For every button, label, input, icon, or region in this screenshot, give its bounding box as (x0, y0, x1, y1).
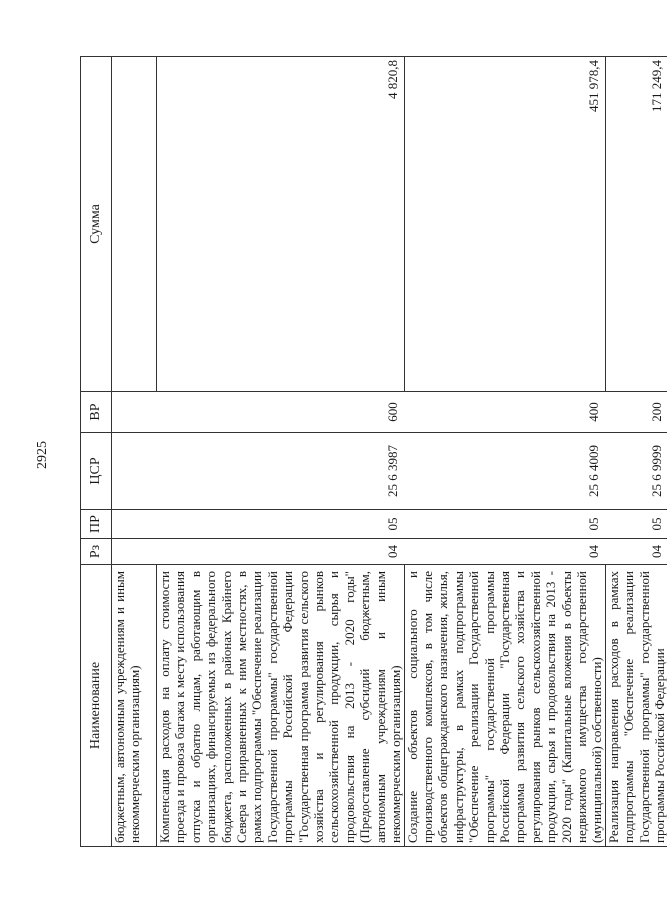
row-vr: 600 (157, 392, 405, 433)
table-row (605, 57, 667, 847)
header-pr: ПР (81, 510, 112, 539)
row-name: Создание объектов социального и производственного комплексов, в том числе объектов общегражданского назначения, жилья, инфраструктуры, в рамках подпрограммы "Обеспечение реализации Государственной программы" государственной программы Российской Федерации "Государственная программа развития сельского хозяйства и регулирования рынков сельскохозяйственной продукции, сырья и продовольствия на 2013 - 2020 годы" (Капитальные вложения в объекты недвижимого имущества государственной (муниципальной) собственности) (404, 565, 605, 847)
rotated-table-container (80, 57, 667, 847)
row-csr: 25 6 3987 (157, 433, 405, 510)
page-number-text: 2925 (35, 441, 50, 469)
row-name: бюджетным, автономным учреждениям и иным некоммерческим организациям) (112, 565, 157, 847)
row-rz: 04 (605, 539, 667, 565)
page-number (32, 440, 54, 470)
row-vr (112, 392, 157, 433)
table-row (404, 57, 605, 847)
row-sum: 171 249,4 (605, 57, 667, 392)
row-rz (112, 539, 157, 565)
row-csr (112, 433, 157, 510)
row-pr: 05 (157, 510, 405, 539)
row-pr (112, 510, 157, 539)
header-csr: ЦСР (81, 433, 112, 510)
header-name: Наименование (81, 565, 112, 847)
row-vr: 200 (605, 392, 667, 433)
row-pr: 05 (605, 510, 667, 539)
row-csr: 25 6 4009 (404, 433, 605, 510)
table-row (112, 57, 157, 847)
row-vr: 400 (404, 392, 605, 433)
budget-table (80, 56, 667, 847)
row-rz: 04 (157, 539, 405, 565)
header-sum: Сумма (81, 57, 112, 392)
row-rz: 04 (404, 539, 605, 565)
row-sum: 4 820,8 (157, 57, 405, 392)
row-sum (112, 57, 157, 392)
row-csr: 25 6 9999 (605, 433, 667, 510)
table-header-row (81, 57, 112, 847)
table-row (157, 57, 405, 847)
row-name: Компенсация расходов на оплату стоимости проезда и провоза багажа к месту использования отпуска и обратно лицам, работающим в организациях, финансируемых из федерального бюджета, расположенных в районах Крайнего Севера и приравненных к ним местностях, в рамках подпрограммы "Обеспечение реализации Государственной программы" государственной программы Российской Федерации "Государственная программа развития сельского хозяйства и регулирования рынков сельскохозяйственной продукции, сырья и продовольствия на 2013 - 2020 годы" (Предоставление субсидий бюджетным, автономным учреждениям и иным некоммерческим организациям) (157, 565, 405, 847)
row-pr: 05 (404, 510, 605, 539)
header-rz: Рз (81, 539, 112, 565)
row-sum: 451 978,4 (404, 57, 605, 392)
row-name: Реализация направления расходов в рамках подпрограммы "Обеспечение реализации Государственной программы" государственной программы Российской Федерации (605, 565, 667, 847)
header-vr: ВР (81, 392, 112, 433)
